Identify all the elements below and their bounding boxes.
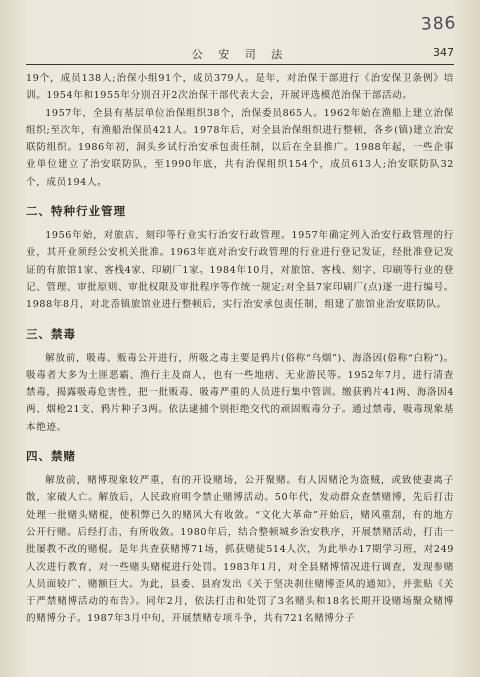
running-head: 公 安 司 法	[191, 48, 289, 61]
handwritten-page-number: 386	[420, 13, 457, 35]
page-body	[26, 70, 454, 628]
page-header	[26, 46, 454, 64]
section-heading: 三、禁毒	[26, 326, 76, 341]
paragraph: 解放前，吸毒、贩毒公开进行，所吸之毒主要是鸦片(俗称“乌烟”)、海洛因(俗称“白粉”)。吸毒者大多为土匪恶霸、渔行主及商人，也有一些地痞、无业游民等。1952年7月，进行清查禁毒，揭露吸毒危害性，把一批贩毒、吸毒严重的人员进行集中管训。缴获鸦片41两、海洛因4两、烟枪21支、鸦片种子3两。依法逮捕个别拒绝交代的顽固贩毒分子。通过禁毒，吸毒现象基本绝迹。	[26, 352, 454, 433]
page-number: 347	[433, 46, 454, 59]
section-heading: 四、禁赌	[26, 449, 76, 464]
header-rule	[26, 64, 454, 65]
section-heading: 二、特种行业管理	[26, 204, 126, 219]
paragraph: 解放前，赌博现象较严重，有的开设赌场，公开聚赌。有人因赌沦为盗贼，或致使妻离子散，家破人亡。解放后，人民政府明令禁止赌博活动。50年代，发动群众查禁赌博，先后打击处理一批赌头赌棍，使积弊已久的赌风大有收敛。“文化大革命”开始后，赌风重刮，有的地方公开行赌。后经打击，有所收敛。1980年后，结合整顿城乡治安秩序，开展禁赌活动，打击一批屡教不改的赌棍。是年共查获赌博71场，抓获赌徒514人次，为此举办17期学习班，对249人次进行教育，对一些赌头赌棍进行处罚。1983年1月，对全县赌博情况进行调查，发现参赌人员面较广、赌额巨大。为此，县委、县府发出《关于坚决刹住赌博歪风的通知》，并张贴《关于严禁赌博活动的布告》。同年2月，依法打击和处罚了3名赌头和18名长期开设赌场聚众赌博的赌博分子。1987年3月中旬，开展禁赌专项斗争，共有721名赌博分子	[26, 475, 454, 625]
paragraph: 1956年始，对旅店、刻印等行业实行治安行政管理。1957年确定列入治安行政管理的行业，其开业须经公安机关批准。1963年底对治安行政管理的行业进行登记发证，经批准登记发证的有旅馆1家、客栈4家、印刷厂1家。1984年10月，对旅馆、客栈、刻字、印刷等行业的登记、管理、审批原则、审批权限及审批程序等作统一规定;对全县7家印刷厂(点)逐一进行编号。1988年8月，对北岙镇旅馆业进行整顿后，实行治安承包责任制，组建了旅馆业治安联防队。	[26, 230, 454, 311]
paragraph-continued: 19个，成员138人;治保小组91个，成员379人。是年，对治保干部进行《治安保卫条例》培训。1954年和1955年分别召开2次治保干部代表大会，开展评选模范治保干部活动。	[26, 73, 454, 102]
paragraph: 1957年，全县有基层单位治保组织38个，治保委员865人。1962年始在渔船上建立治保组织;至次年，有渔船治保员421人。1978年后，对全县治保组织进行整顿，各乡(镇)建立治安联防组织。1986年初，洞头乡试行治安承包责任制，以后在全县推广。1988年起，一些企事业单位建立了治安联防队，至1990年底，共有治保组织154个，成员613人;治安联防队32个，成员194人。	[26, 107, 454, 188]
